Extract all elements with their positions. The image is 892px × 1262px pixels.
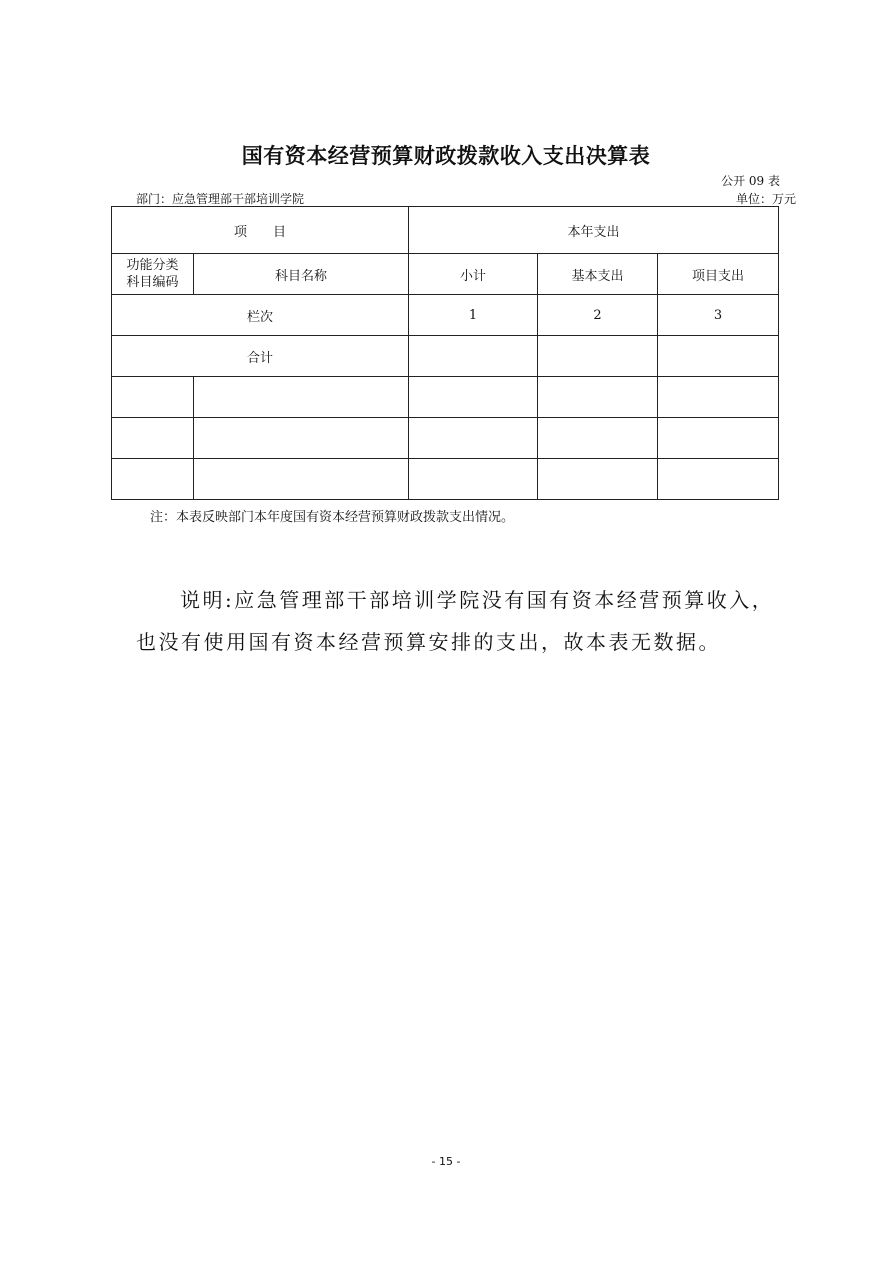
header-code-line1: 功能分类	[126, 258, 179, 273]
table-row	[112, 459, 779, 500]
empty-cell	[538, 459, 658, 500]
header-code-line2: 科目编码	[126, 275, 179, 290]
explanation-line-1: 说明:应急管理部干部培训学院没有国有资本经营预算收入，	[180, 588, 775, 612]
header-code	[112, 254, 194, 295]
empty-cell	[409, 377, 538, 418]
empty-cell	[194, 377, 409, 418]
table-note: 注：本表反映部门本年度国有资本经营预算财政拨款支出情况。	[150, 510, 515, 525]
col-index-2: 2	[538, 295, 658, 336]
header-subtotal: 小计	[409, 254, 538, 295]
budget-table	[111, 206, 779, 500]
table-header-row-1	[112, 207, 779, 254]
empty-cell	[409, 459, 538, 500]
header-project: 项目支出	[658, 254, 779, 295]
header-name: 科目名称	[194, 254, 409, 295]
empty-cell	[538, 418, 658, 459]
empty-cell	[194, 418, 409, 459]
header-current-year: 本年支出	[409, 207, 779, 254]
empty-cell	[112, 418, 194, 459]
header-item: 项 目	[112, 207, 409, 254]
row-index-label: 栏次	[112, 295, 409, 336]
empty-cell	[112, 377, 194, 418]
empty-cell	[194, 459, 409, 500]
page-title: 国有资本经营预算财政拨款收入支出决算表	[241, 144, 651, 168]
empty-cell	[658, 459, 779, 500]
empty-cell	[658, 377, 779, 418]
header-basic: 基本支出	[538, 254, 658, 295]
department-label: 部门：应急管理部干部培训学院	[136, 192, 305, 206]
empty-cell	[112, 459, 194, 500]
form-number: 公开 09 表	[721, 174, 780, 188]
page-number: - 15 -	[431, 1155, 461, 1168]
table-header-row-2	[112, 254, 779, 295]
empty-cell	[658, 418, 779, 459]
table-row	[112, 418, 779, 459]
table-row	[112, 377, 779, 418]
total-subtotal-cell	[409, 336, 538, 377]
total-basic-cell	[538, 336, 658, 377]
explanation-line-2: 也没有使用国有资本经营预算安排的支出，故本表无数据。	[136, 630, 721, 654]
total-label: 合计	[112, 336, 409, 377]
empty-cell	[538, 377, 658, 418]
col-index-1: 1	[409, 295, 538, 336]
col-index-3: 3	[658, 295, 779, 336]
unit-label: 单位：万元	[735, 192, 796, 206]
empty-cell	[409, 418, 538, 459]
table-index-row	[112, 295, 779, 336]
table-total-row	[112, 336, 779, 377]
total-project-cell	[658, 336, 779, 377]
